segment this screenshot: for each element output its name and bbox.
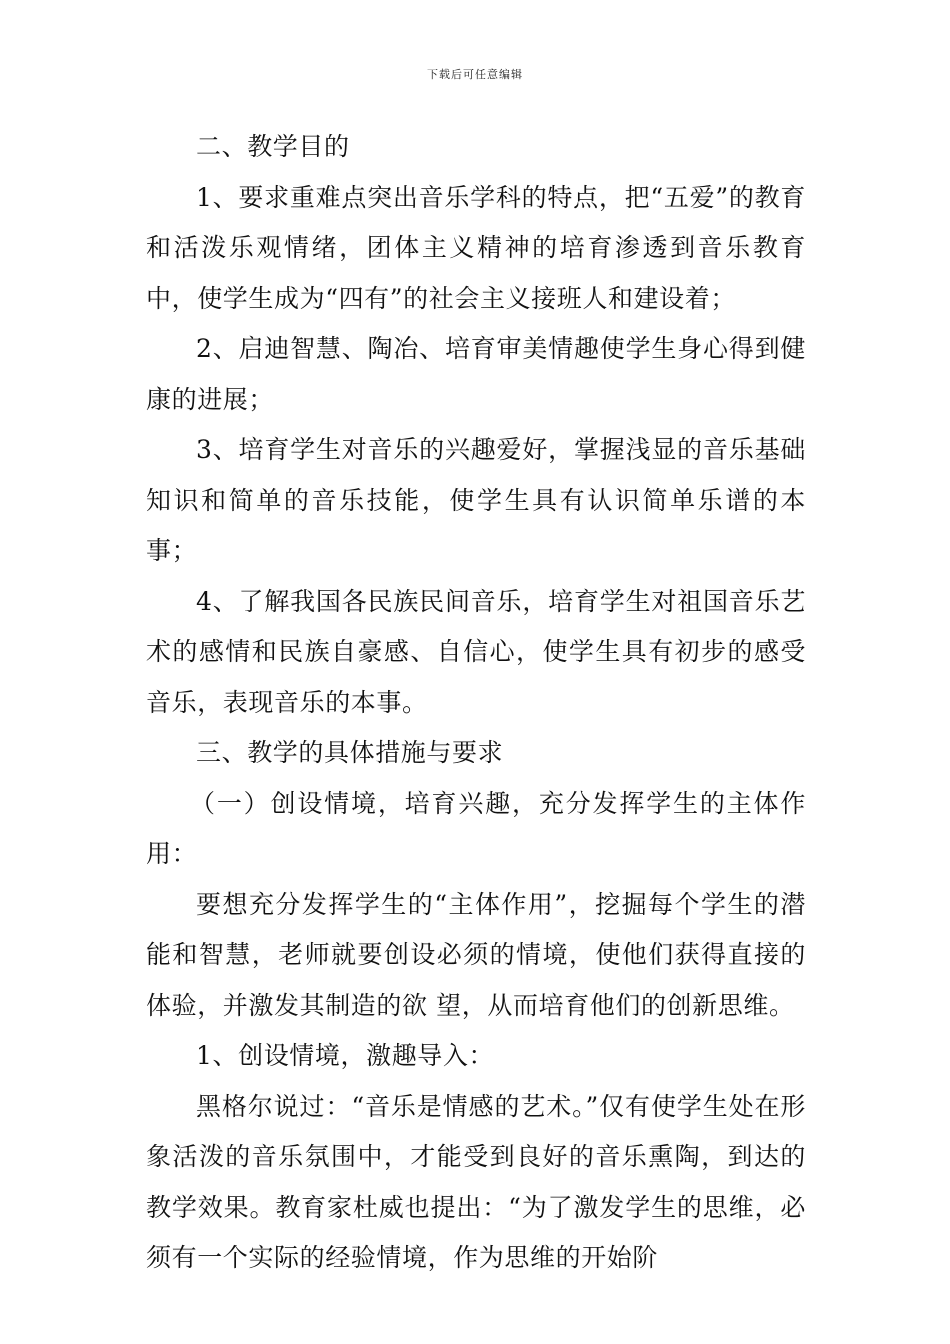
document-body xyxy=(146,122,806,1284)
section-heading-teaching-goals: 二、教学目的 xyxy=(196,132,350,161)
list-heading-1: 1、创设情境，激趣导入： xyxy=(196,1041,495,1070)
section-heading-measures: 三、教学的具体措施与要求 xyxy=(196,738,504,767)
subsection-heading-1: （一）创设情境，培育兴趣，充分发挥学生的主体作用： xyxy=(146,788,806,868)
page-header-note: 下载后可任意编辑 xyxy=(427,68,523,81)
goal-item-1: 1、要求重难点突出音乐学科的特点，把“五爱”的教育和活泼乐观情绪，团体主义精神的培育渗透到音乐教育中，使学生成为“四有”的社会主义接班人和建设着； xyxy=(146,182,806,313)
body-paragraph-2: 黑格尔说过：“音乐是情感的艺术。”仅有使学生处在形象活泼的音乐氛围中，才能受到良好的音乐熏陶，到达的教学效果。教育家杜威也提出：“为了激发学生的思维，必须有一个实际的经验情境，作为思维的开始阶 xyxy=(146,1091,806,1272)
goal-item-2: 2、启迪智慧、陶冶、培育审美情趣使学生身心得到健康的进展； xyxy=(146,334,806,414)
goal-item-4: 4、了解我国各民族民间音乐，培育学生对祖国音乐艺术的感情和民族自豪感、自信心，使学生具有初步的感受音乐，表现音乐的本事。 xyxy=(146,586,806,717)
body-paragraph-1: 要想充分发挥学生的“主体作用”，挖掘每个学生的潜能和智慧，老师就要创设必须的情境，使他们获得直接的体验，并激发其制造的欲 望，从而培育他们的创新思维。 xyxy=(146,889,806,1020)
goal-item-3: 3、培育学生对音乐的兴趣爱好，掌握浅显的音乐基础知识和简单的音乐技能，使学生具有认识简单乐谱的本事； xyxy=(146,435,806,565)
